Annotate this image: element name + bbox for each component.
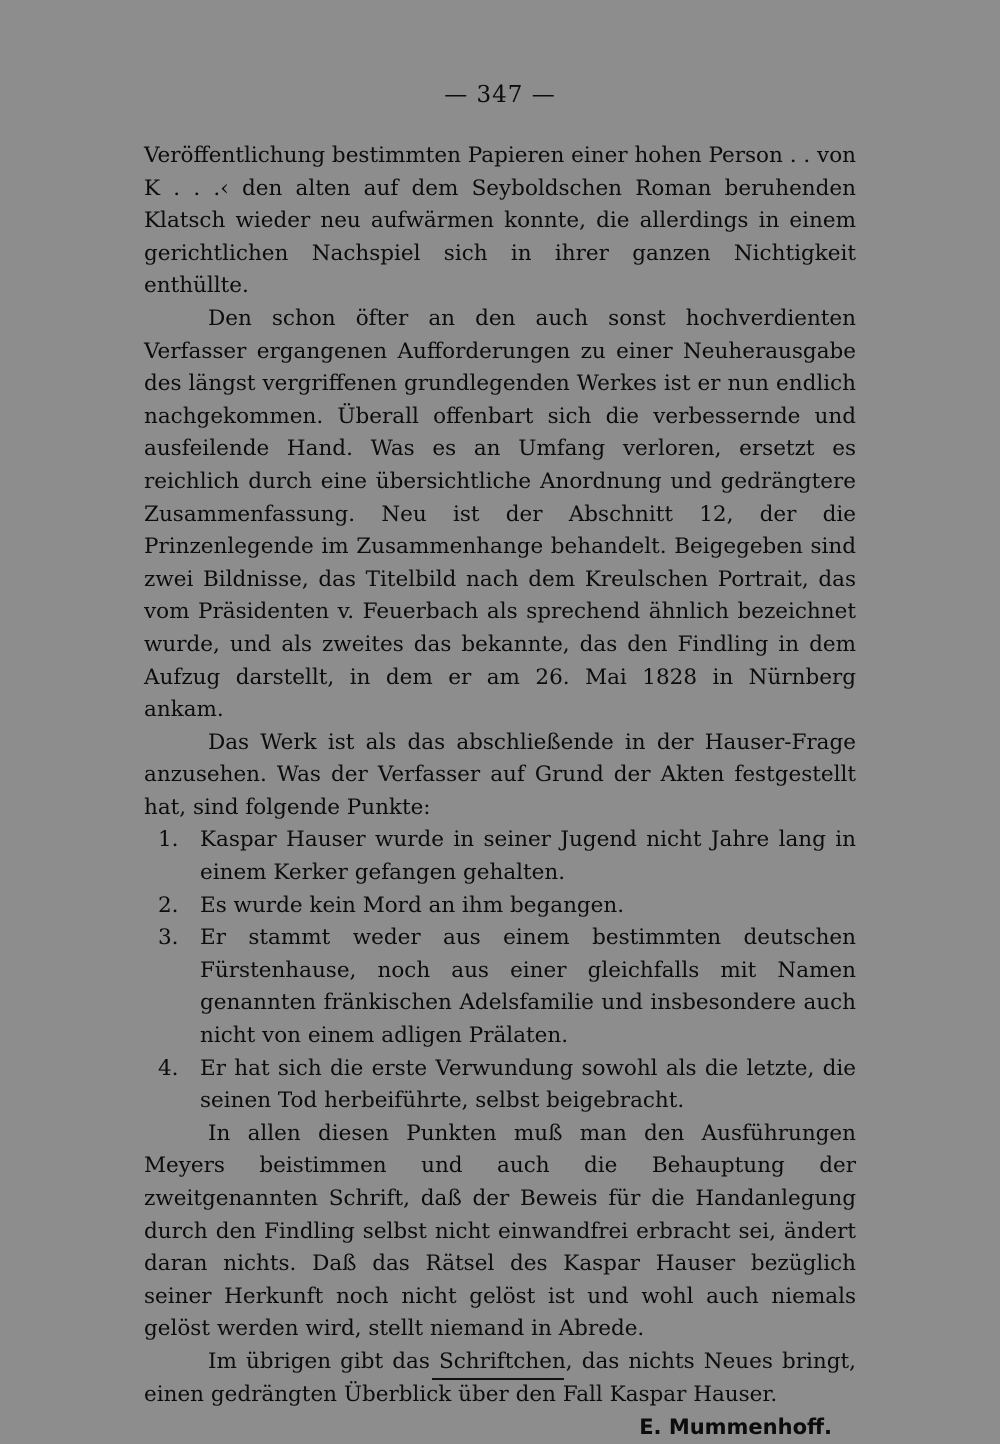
author-signature: E. Mummenhoff. (639, 1415, 832, 1440)
closing-rule (432, 1378, 564, 1380)
paragraph-3: Das Werk ist als das abschließende in der Hauser-Frage anzusehen. Was der Verfasser auf Grund der Akten festgestellt hat, sind folgende Punkte: (144, 729, 856, 820)
list-item (144, 1053, 856, 1118)
list-item-number: 1. (158, 827, 179, 853)
body-text (144, 140, 856, 1444)
list-item-text: Es wurde kein Mord an ihm begangen. (200, 892, 625, 918)
paragraph-2: Den schon öfter an den auch sonst hochverdienten Verfasser ergangenen Aufforderungen zu einer Neuherausgabe des längst vergriffenen grundlegenden Werkes ist er nun endlich nachgekommen. Überall offenbart sich die verbessernde und ausfeilende Hand. Was es an Umfang verloren, ersetzt es reichlich durch eine übersichtliche Anordnung und gedrängtere Zusammenfassung. Neu ist der Abschnitt 12, der die Prinzenlegende im Zusammenhange behandelt. Beigegeben sind zwei Bildnisse, das Titelbild nach dem Kreulschen Portrait, das vom Präsidenten v. Feuerbach als sprechend ähnlich bezeichnet wurde, und als zweites das bekannte, das den Findling in dem Aufzug darstellt, in dem er am 26. Mai 1828 in Nürnberg ankam. (144, 305, 856, 723)
list-item-number: 2. (158, 892, 179, 918)
list-item-number: 3. (158, 925, 179, 951)
paragraph-4: In allen diesen Punkten muß man den Ausführungen Meyers beistimmen und auch die Behauptung der zweitgenannten Schrift, daß der Beweis für die Handanlegung durch den Findling selbst nicht einwandfrei erbracht sei, ändert daran nichts. Daß das Rätsel des Kaspar Hauser bezüglich seiner Herkunft noch nicht gelöst ist und wohl auch niemals gelöst werden wird, stellt niemand in Abrede. (144, 1120, 856, 1342)
list-item (144, 824, 856, 889)
list-item-text: Er stammt weder aus einem bestimmten deutschen Fürstenhause, noch aus einer gleichfalls mit Namen genannten fränkischen Adelsfamilie und insbesondere auch nicht von einem adligen Prälaten. (200, 925, 856, 1049)
paragraph-1: Veröffentlichung bestimmten Papieren einer hohen Person . . von K . . .‹ den alten auf dem Seyboldschen Roman beruhenden Klatsch wieder neu aufwärmen konnte, die allerdings in einem gerichtlichen Nachspiel sich in ihrer ganzen Nichtigkeit enthüllte. (144, 143, 856, 299)
list-item-text: Kaspar Hauser wurde in seiner Jugend nicht Jahre lang in einem Kerker gefangen gehalten. (200, 827, 856, 886)
list-item-number: 4. (158, 1055, 179, 1081)
list-item-text: Er hat sich die erste Verwundung sowohl als die letzte, die seinen Tod herbeiführte, selbst beigebracht. (200, 1055, 856, 1114)
numbered-list (144, 824, 856, 1117)
paragraph-5: Im übrigen gibt das Schriftchen, das nichts Neues bringt, einen gedrängten Überblick über den Fall Kaspar Hauser. (144, 1348, 856, 1407)
list-item (144, 922, 856, 1052)
page-number: — 347 — (444, 82, 556, 108)
list-item (144, 890, 856, 923)
